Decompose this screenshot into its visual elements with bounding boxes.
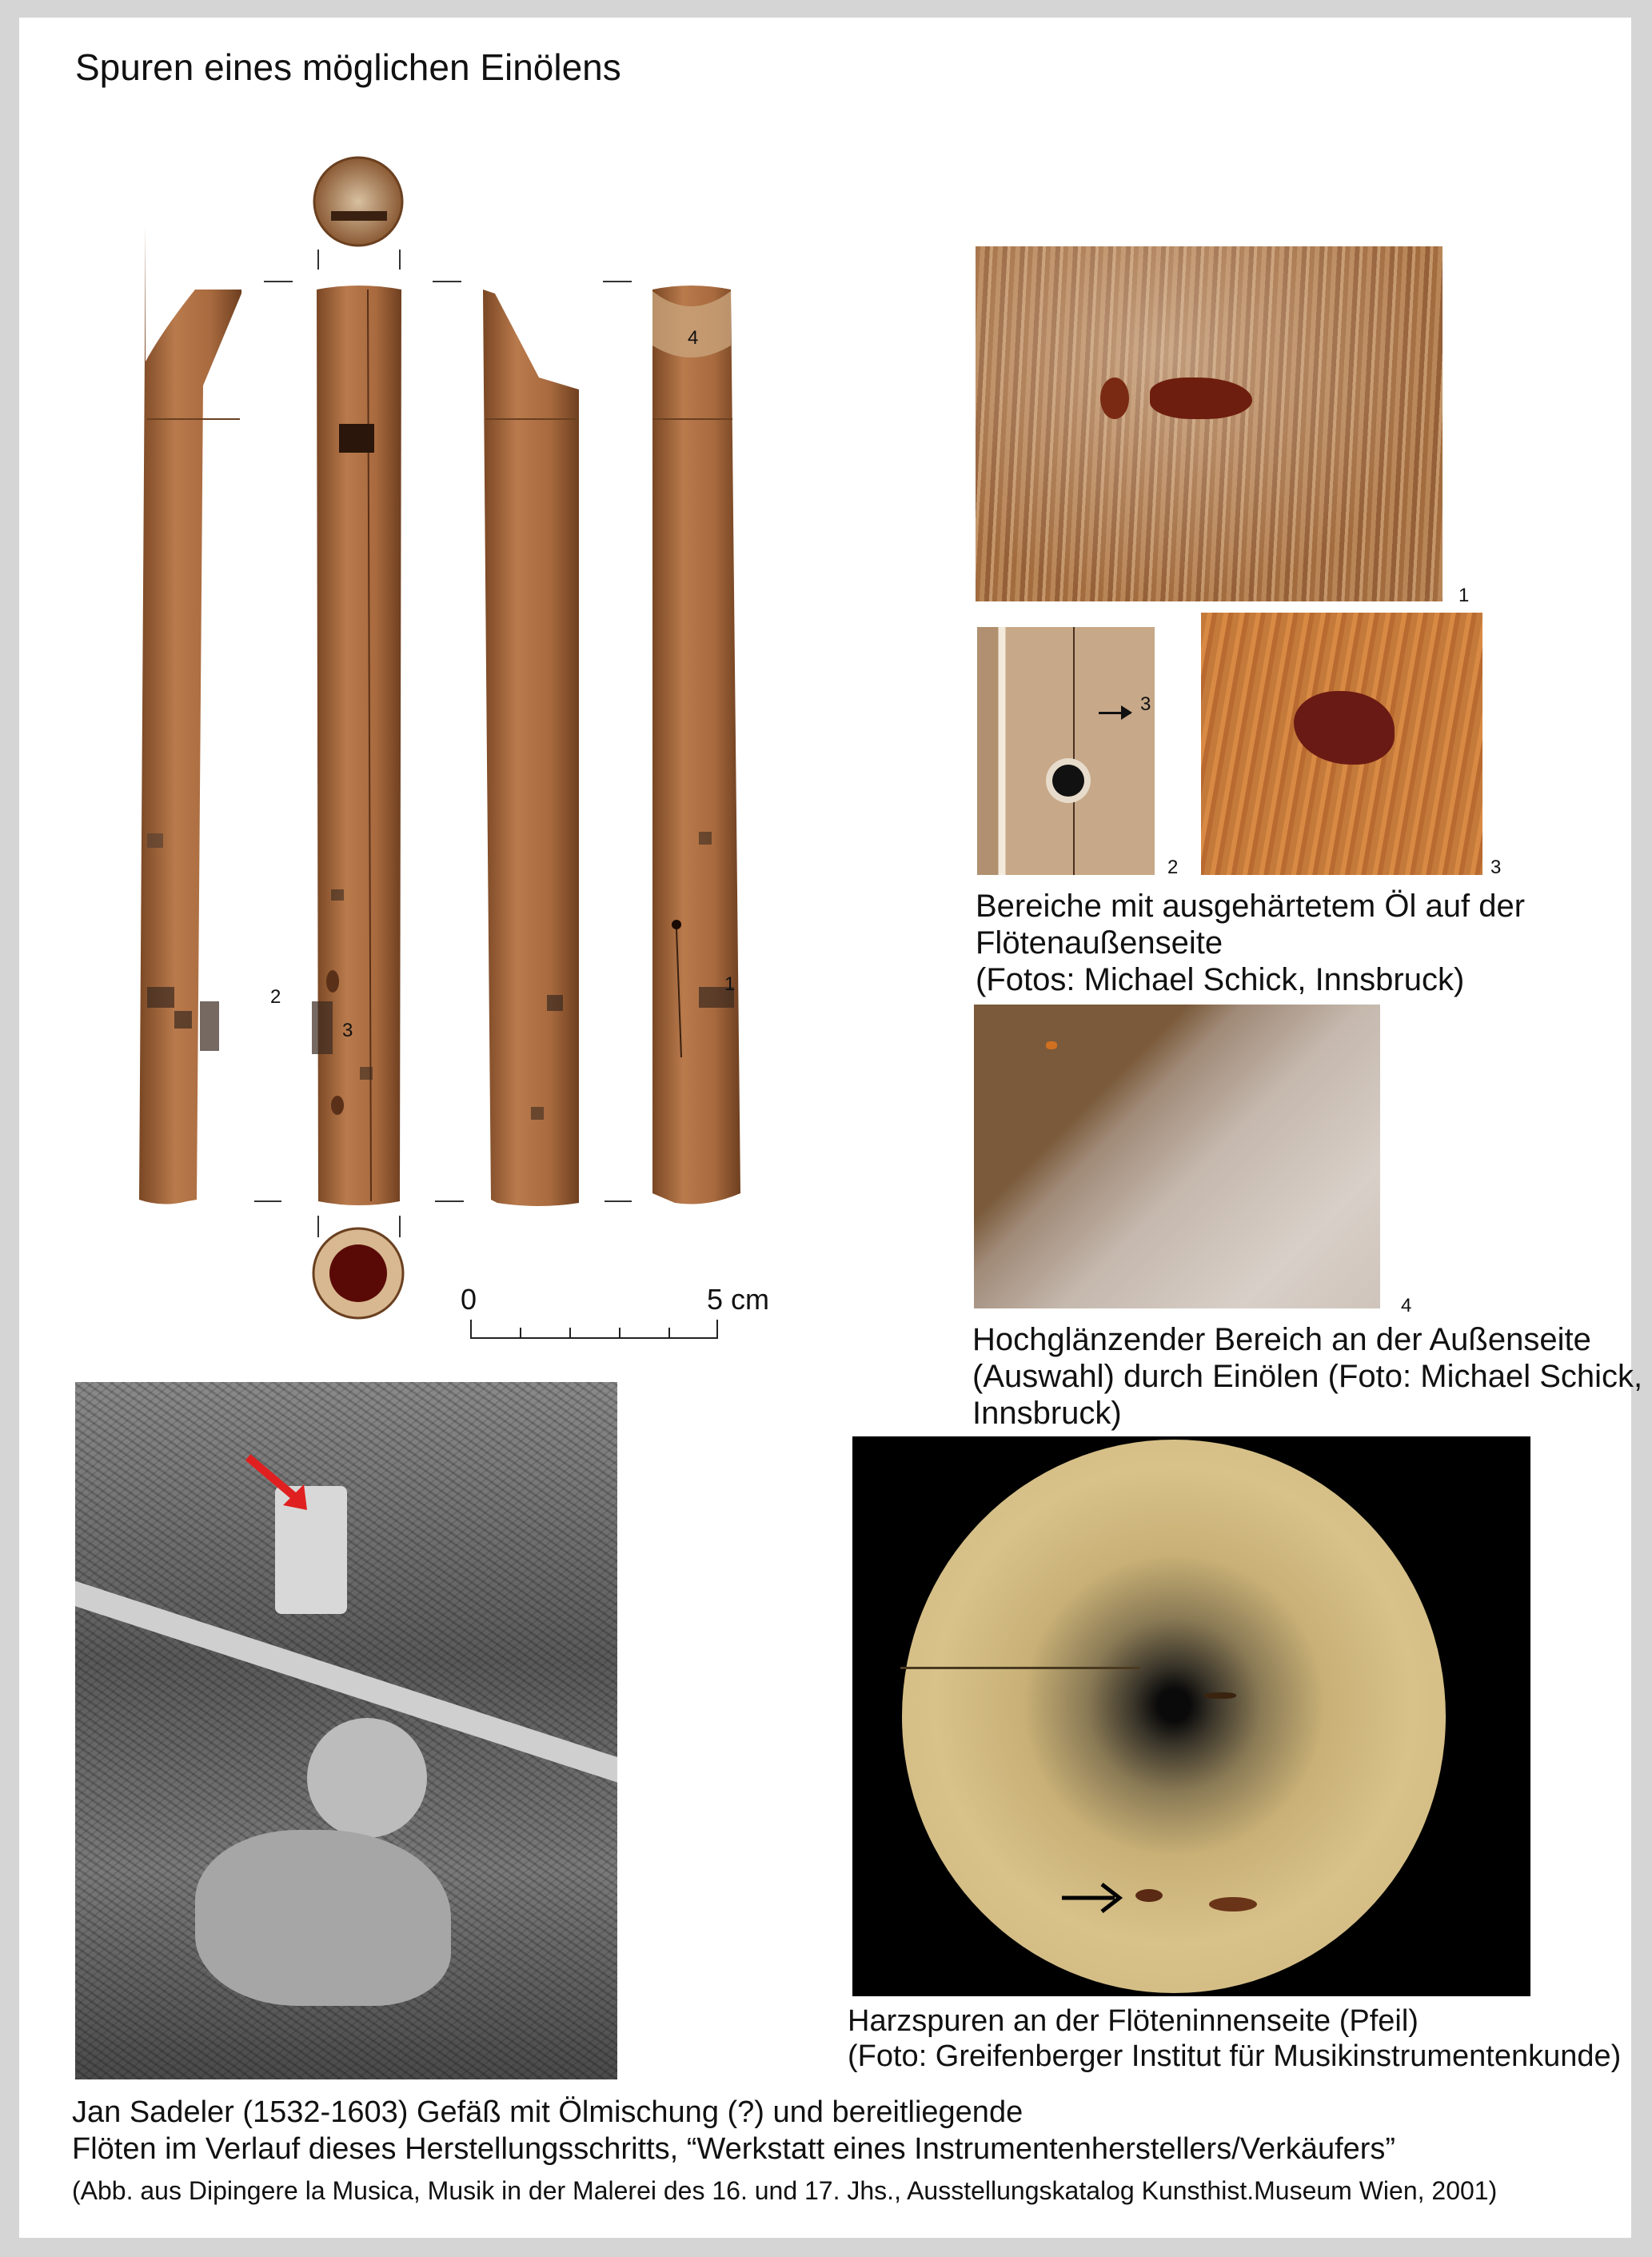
- flute-bottom-end-view: [313, 1228, 403, 1318]
- caption-engraving-line2: Flöten im Verlauf dieses Herstellungsschritts, “Werkstatt eines Instrumentenherstellers/Verkäufers”: [72, 2132, 1396, 2166]
- scale-end-label: 5 cm: [707, 1283, 770, 1316]
- red-arrow-icon: [243, 1452, 323, 1516]
- engraving-figure: [307, 1718, 427, 1838]
- photo-number-1: 1: [1458, 585, 1470, 606]
- flute-top-end-view: [314, 158, 402, 246]
- flute-marker-4: 4: [688, 327, 699, 349]
- engraving-workshop-image: [75, 1382, 617, 2079]
- caption-gloss-line1: Hochglänzender Bereich an der Außenseite: [972, 1322, 1591, 1357]
- scale-start-label: 0: [461, 1283, 477, 1316]
- caption-gloss-line3: Innsbruck): [972, 1396, 1122, 1431]
- photo-finger-hole: [977, 627, 1155, 875]
- black-arrow-icon: [1059, 1878, 1131, 1918]
- document-page: [19, 18, 1643, 2238]
- photo-number-2: 2: [1167, 857, 1179, 878]
- caption-engraving-line1: Jan Sadeler (1532-1603) Gefäß mit Ölmischung (?) und bereitliegende: [72, 2095, 1024, 2129]
- flute-back-view: [652, 286, 740, 1204]
- caption-engraving-source: (Abb. aus Dipingere la Musica, Musik in der Malerei des 16. und 17. Jhs., Ausstellungskatalog Kunsthist.Museum Wien, 2001): [72, 2176, 1498, 2205]
- photo-flute-bore: [852, 1436, 1530, 1996]
- flute-marker-1: 1: [724, 973, 736, 995]
- caption-oil-areas-line1: Bereiche mit ausgehärtetem Öl auf der: [976, 889, 1526, 924]
- bore-opening: [902, 1440, 1446, 1993]
- photo-number-4: 4: [1401, 1295, 1412, 1316]
- caption-resin-line2: (Foto: Greifenberger Institut für Musikinstrumentenkunde): [848, 2039, 1622, 2073]
- scale-line: [470, 1337, 718, 1339]
- photo-glossy-area: [974, 1005, 1380, 1308]
- flute-front-view: [312, 286, 401, 1205]
- caption-oil-areas-line3: (Fotos: Michael Schick, Innsbruck): [976, 962, 1465, 997]
- flute-marker-3: 3: [342, 1020, 353, 1041]
- resin-spot: [1294, 691, 1395, 765]
- photo-number-3: 3: [1490, 857, 1502, 878]
- photo-oil-residue-closeup: [976, 246, 1443, 601]
- caption-oil-areas-line2: Flötenaußenseite: [976, 925, 1223, 961]
- caption-resin-line1: Harzspuren an der Flöteninnenseite (Pfeil): [848, 2004, 1419, 2038]
- flute-marker-2: 2: [270, 986, 281, 1008]
- caption-gloss-line2: (Auswahl) durch Einölen (Foto: Michael Schick,: [972, 1359, 1643, 1394]
- photo-marker-3: 3: [1140, 693, 1151, 715]
- photo-resin-spot: [1201, 613, 1482, 875]
- flute-views-figure: [83, 138, 803, 1337]
- finger-hole: [1052, 765, 1084, 797]
- page-title: Spuren eines möglichen Einölens: [75, 46, 621, 88]
- flute-side-view-right: [483, 290, 579, 1206]
- flute-side-view-left: [139, 226, 241, 1204]
